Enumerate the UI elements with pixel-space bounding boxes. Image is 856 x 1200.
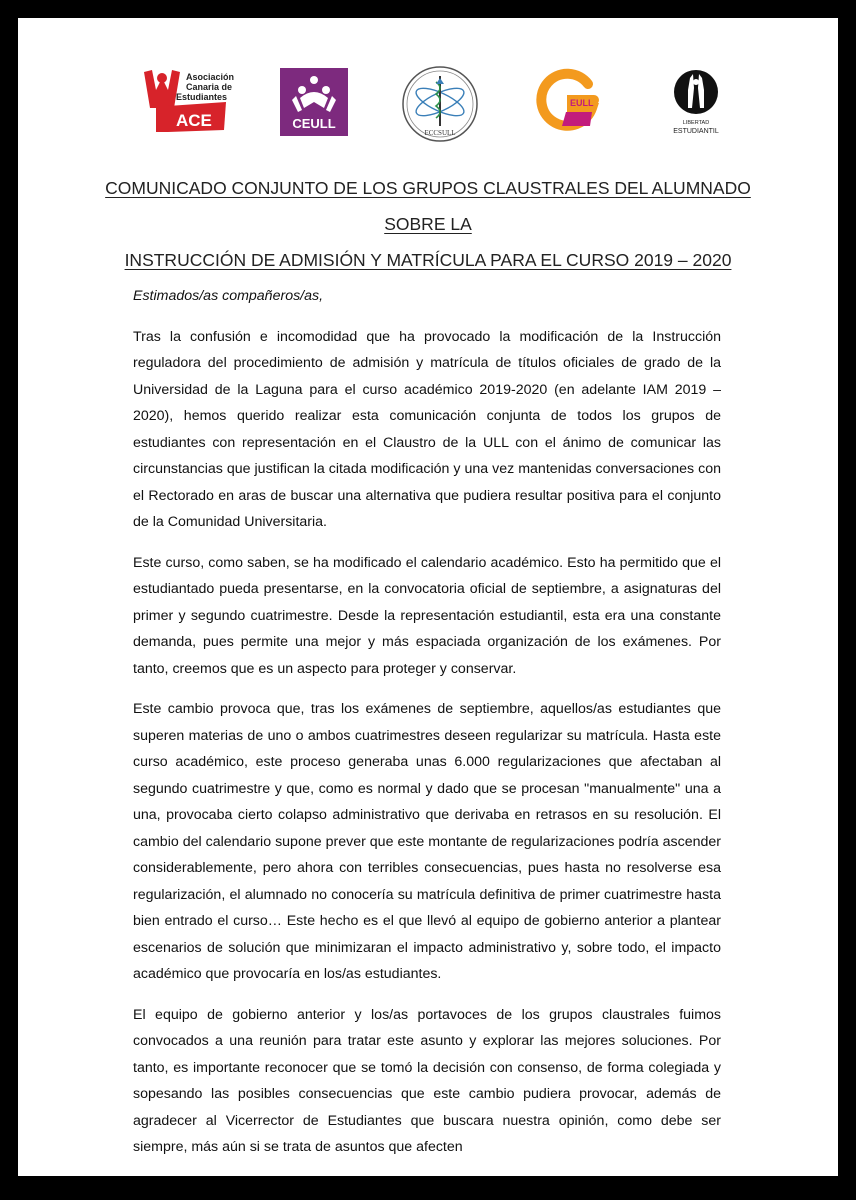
libertad-logo-line2: ESTUDIANTIL: [673, 128, 719, 135]
geull-logo-label: EULL: [570, 98, 594, 108]
ace-logo-line1: Asociación: [186, 72, 235, 82]
logo-row: [18, 68, 838, 158]
greeting: Estimados/as compañeros/as,: [133, 288, 324, 304]
paragraph-4: El equipo de gobierno anterior y los/as portavoces de los grupos claustrales fuimos convocados a una reunión para tratar este asunto y explorar las mejores soluciones. Por tanto, es importante reconocer que se tomó la decisión con consenso, de forma colegiada y sopesando las posibles consecuencias que este cambio pudiera provocar, además de agradecer al Vicerrector de Estudiantes que buscara nuestra opinión, como debe ser siempre, más aún si se trata de asuntos que afecten: [133, 1006, 721, 1155]
libertad-logo-line1: LIBERTAD: [682, 120, 710, 126]
ceull-logo: [280, 68, 348, 136]
ceull-logo-label: CEULL: [292, 116, 336, 131]
libertad-estudiantil-logo: [666, 68, 726, 138]
document-page: [18, 18, 838, 1176]
paragraph-1: Tras la confusión e incomodidad que ha provocado la modificación de la Instrucción reguladora del procedimiento de admisión y matrícula de títulos oficiales de grado de la Universidad de la Laguna para el curso académico 2019-2020 (en adelante IAM 2019 – 2020), hemos querido realizar esta comunicación conjunta de todos los grupos de estudiantes con representación en el Claustro de la ULL con el ánimo de comunicar las circunstancias que justifican la citada modificación y una vez mantenidas conversaciones con el Rectorado en aras de buscar una alternativa que pudiera resultar positiva para el conjunto de la Comunidad Universitaria.: [133, 328, 721, 530]
ace-logo: [138, 68, 235, 138]
eccsull-logo: [400, 64, 480, 144]
paragraph-2: Este curso, como saben, se ha modificado el calendario académico. Esto ha permitido que el estudiantado pueda presentarse, en la convocatoria oficial de septiembre, a asignaturas del primer y segundo cuatrimestre. Desde la representación estudiantil, esta era una constante demanda, pues permite una mejor y más espaciada organización de los exámenes. Por tanto, creemos que es un aspecto para proteger y conservar.: [133, 554, 721, 677]
geull-logo: [536, 70, 598, 132]
ace-logo-line3: Estudiantes: [176, 92, 228, 102]
ace-logo-abbr: ACE: [176, 111, 212, 130]
eccsull-logo-label: ECCSULL: [424, 129, 456, 137]
paragraph-3: Este cambio provoca que, tras los exámenes de septiembre, aquellos/as estudiantes que superen materias de uno o ambos cuatrimestres deseen regularizar su matrícula. Hasta este curso académico, este proceso generaba unas 6.000 regularizaciones que afectaban al segundo cuatrimestre y que, como es normal y dado que se procesan "manualmente" una a una, provocaba cierto colapso administrativo que derivaba en retrasos en su resolución. El cambio del calendario supone prever que este montante de regularizaciones podría ascender considerablemente, pero ahora con terribles consecuencias, pues hasta no resolverse esa regularización, el alumnado no conocería su matrícula definitiva de primer cuatrimestre hasta bien entrado el curso… Este hecho es el que llevó al equipo de gobierno anterior a plantear escenarios de solución que minimizaran el impacto administrativo y, sobre todo, el impacto académico que provocaría en los/as estudiantes.: [133, 701, 721, 982]
document-body: [133, 283, 721, 1175]
document-title: [78, 170, 778, 278]
ace-logo-line2: Canaria de: [186, 82, 233, 92]
title-line-2: INSTRUCCIÓN DE ADMISIÓN Y MATRÍCULA PARA EL CURSO 2019 – 2020: [124, 250, 732, 270]
title-line-1: COMUNICADO CONJUNTO DE LOS GRUPOS CLAUSTRALES DEL ALUMNADO SOBRE LA: [105, 178, 751, 234]
